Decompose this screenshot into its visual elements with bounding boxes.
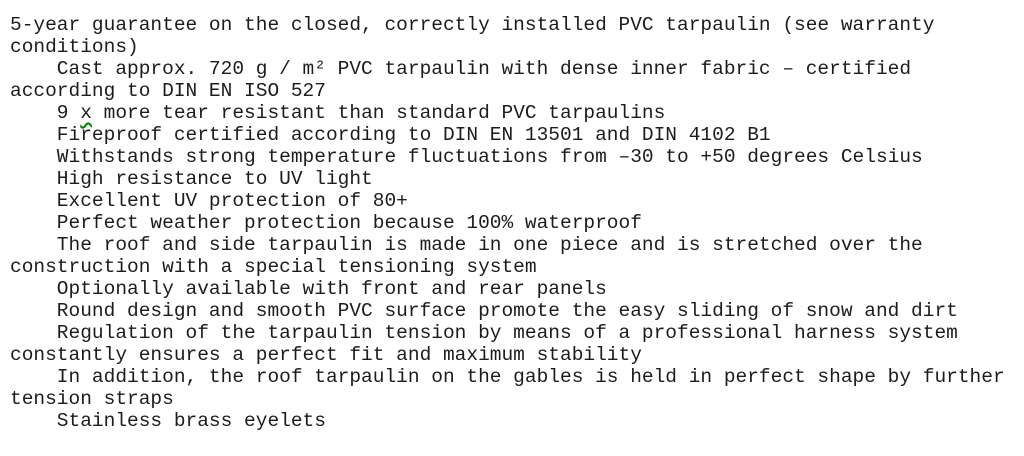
text-segment: tension straps — [10, 388, 174, 410]
text-segment: Round design and smooth PVC surface promote the easy sliding of snow and dirt — [10, 300, 958, 322]
text-line — [10, 146, 1016, 168]
text-line — [10, 36, 1016, 58]
text-line — [10, 14, 1016, 36]
text-segment: The roof and side tarpaulin is made in one piece and is stretched over the — [10, 234, 923, 256]
text-line — [10, 300, 1016, 322]
text-line — [10, 410, 1016, 432]
text-segment: Cast approx. 720 g / m² PVC tarpaulin with dense inner fabric – certified — [10, 58, 912, 80]
text-line — [10, 278, 1016, 300]
spellcheck-flagged-word: x — [80, 102, 92, 124]
text-segment: more tear resistant than standard PVC tarpaulins — [91, 102, 666, 124]
text-segment: construction with a special tensioning system — [10, 256, 537, 278]
text-segment: Optionally available with front and rear panels — [10, 278, 607, 300]
text-line — [10, 344, 1016, 366]
text-segment: Regulation of the tarpaulin tension by means of a professional harness system — [10, 322, 958, 344]
text-line — [10, 366, 1016, 388]
text-segment: conditions) — [10, 36, 139, 58]
text-line — [10, 256, 1016, 278]
text-segment: according to DIN EN ISO 527 — [10, 80, 326, 102]
text-line — [10, 212, 1016, 234]
text-segment: 9 — [10, 102, 81, 124]
text-line — [10, 168, 1016, 190]
text-segment: Stainless brass eyelets — [10, 410, 326, 432]
text-segment: In addition, the roof tarpaulin on the gables is held in perfect shape by further — [10, 366, 1005, 388]
text-line — [10, 388, 1016, 410]
text-line — [10, 58, 1016, 80]
text-segment: Excellent UV protection of 80+ — [10, 190, 408, 212]
text-line — [10, 234, 1016, 256]
text-line — [10, 124, 1016, 146]
text-segment: High resistance to UV light — [10, 168, 373, 190]
text-line — [10, 80, 1016, 102]
text-segment: 5-year guarantee on the closed, correctly installed PVC tarpaulin (see warranty — [10, 14, 935, 36]
text-segment: Withstands strong temperature fluctuations from –30 to +50 degrees Celsius — [10, 146, 923, 168]
text-segment: Fireproof certified according to DIN EN 13501 and DIN 4102 B1 — [10, 124, 771, 146]
text-segment: constantly ensures a perfect fit and maximum stability — [10, 344, 642, 366]
text-segment: Perfect weather protection because 100% waterproof — [10, 212, 642, 234]
text-line — [10, 322, 1016, 344]
text-line — [10, 102, 1016, 124]
text-line — [10, 190, 1016, 212]
